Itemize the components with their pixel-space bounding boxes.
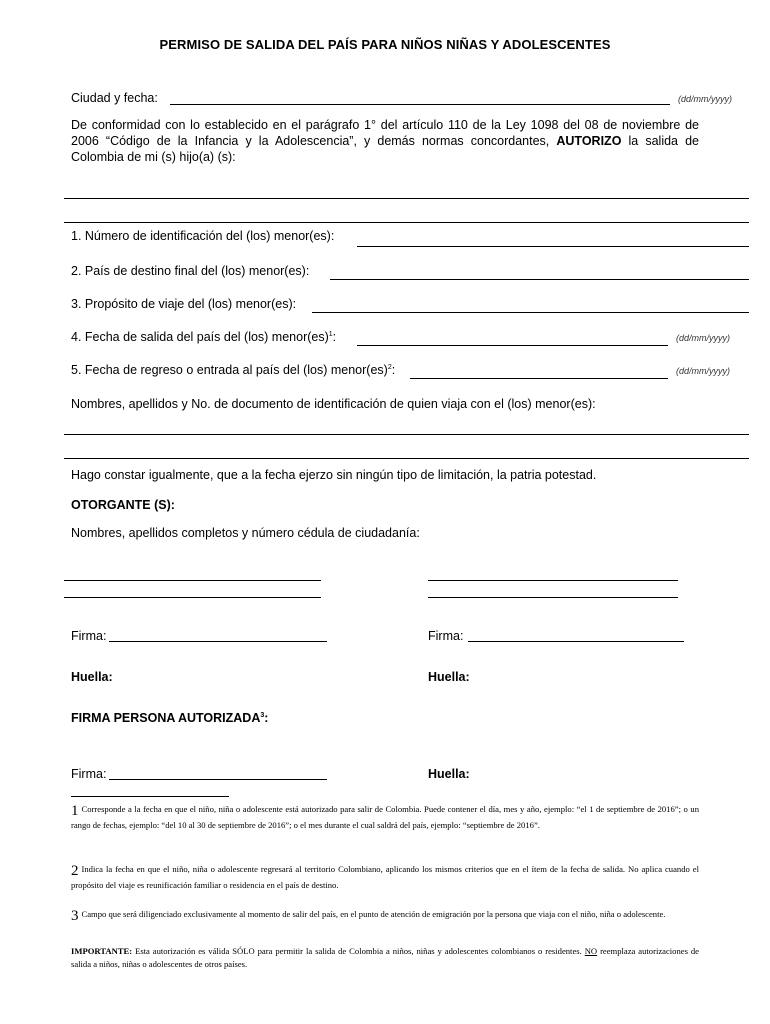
item-4-colon: :: [332, 330, 337, 344]
autorizada-heading: [71, 711, 268, 725]
footnote-2-number: 2: [71, 863, 79, 879]
footnote-1-number: 1: [71, 803, 79, 819]
intro-paragraph: [71, 117, 699, 165]
children-names-line-2[interactable]: [64, 222, 749, 223]
item-4-hint: (dd/mm/yyyy): [676, 333, 730, 343]
footnote-separator: [71, 796, 229, 797]
importante-text-post: reemplaza autorizaciones de salida a niños, niñas o adolescentes de otros países.: [71, 946, 699, 969]
otorgante-1-line-2[interactable]: [64, 597, 321, 598]
firma-autorizada-field[interactable]: [109, 779, 327, 780]
item-2-field[interactable]: [330, 279, 749, 280]
item-1-label: 1. Número de identificación del (los) menor(es):: [71, 229, 335, 243]
firma-1-label: Firma:: [71, 629, 107, 643]
item-5-label-wrap: [71, 363, 395, 377]
patria-potestad-text: Hago constar igualmente, que a la fecha ejerzo sin ningún tipo de limitación, la patria potestad.: [71, 468, 597, 482]
otorgante-1-line-1[interactable]: [64, 580, 321, 581]
item-5-label: 5. Fecha de regreso o entrada al país del (los) menor(es): [71, 363, 388, 377]
importante-note: [71, 945, 699, 971]
huella-2-label: Huella:: [428, 670, 470, 684]
footnote-3: [71, 907, 699, 923]
footnote-1: [71, 802, 699, 832]
importante-text-pre: Esta autorización es válida SÓLO para permitir la salida de Colombia a niños, niñas y adolescentes colombianos o residentes.: [132, 946, 585, 956]
otorgante-heading: OTORGANTE (S):: [71, 498, 175, 512]
footnote-3-number: 3: [71, 908, 79, 924]
otorgante-2-line-2[interactable]: [428, 597, 678, 598]
item-5-footnote-ref: 2: [387, 363, 392, 371]
footnote-2-text: Indica la fecha en que el niño, niña o adolescente regresará al territorio Colombiano, aplicando los mismos criterios que en el ítem de la fecha de salida. No aplica cuando el propósito del viaje es reunificación familiar o residencia en el país de destino.: [71, 864, 699, 890]
item-3-field[interactable]: [312, 312, 749, 313]
autorizada-footnote-ref: 3: [260, 711, 265, 719]
huella-autorizada-label: Huella:: [428, 767, 470, 781]
intro-text-post: la salida de Colombia de mi (s) hijo(a) (s):: [71, 134, 699, 164]
traveler-line-2[interactable]: [64, 458, 749, 459]
footnote-3-text: Campo que será diligenciado exclusivamente al momento de salir del país, en el punto de atención de emigración por la persona que viaja con el niño, niña o adolescente.: [81, 909, 666, 919]
ciudad-fecha-label: Ciudad y fecha:: [71, 91, 158, 105]
item-4-label: 4. Fecha de salida del país del (los) menor(es): [71, 330, 329, 344]
item-1-field[interactable]: [357, 246, 749, 247]
item-5-colon: :: [391, 363, 396, 377]
document-title: PERMISO DE SALIDA DEL PAÍS PARA NIÑOS NIÑAS Y ADOLESCENTES: [159, 37, 611, 52]
item-4-footnote-ref: 1: [328, 330, 333, 338]
firma-autorizada-label: Firma:: [71, 767, 107, 781]
item-2-label: 2. País de destino final del (los) menor(es):: [71, 264, 310, 278]
firma-2-label: Firma:: [428, 629, 464, 643]
ciudad-fecha-field[interactable]: [170, 104, 670, 105]
item-5-field[interactable]: [410, 378, 668, 379]
traveler-label: Nombres, apellidos y No. de documento de identificación de quien viaja con el (los) menor(es):: [71, 397, 596, 411]
otorgante-2-line-1[interactable]: [428, 580, 678, 581]
importante-label: IMPORTANTE:: [71, 946, 133, 956]
intro-text-pre: De conformidad con lo establecido en el parágrafo 1° del artículo 110 de la Ley 1098 del 08 de noviembre de 2006 “Código de la Infancia y la Adolescencia”, y demás normas concordantes,: [71, 118, 699, 148]
children-names-line-1[interactable]: [64, 198, 749, 199]
item-3-label: 3. Propósito de viaje del (los) menor(es):: [71, 297, 297, 311]
importante-no: NO: [584, 946, 598, 956]
footnote-1-text: Corresponde a la fecha en que el niño, niña o adolescente está autorizado para salir de Colombia. Puede contener el día, mes y año, ejemplo: “el 1 de septiembre de 2016”; o un rango de fechas, ejemplo: “del 10 al 30 de septiembre de 2016”; o el mes durante el cual saldrá del país, ejemplo: “septiembre de 2016”.: [71, 804, 699, 830]
firma-2-field[interactable]: [468, 641, 684, 642]
item-4-label-wrap: [71, 330, 336, 344]
firma-1-field[interactable]: [109, 641, 327, 642]
otorgante-label: Nombres, apellidos completos y número cédula de ciudadanía:: [71, 526, 420, 540]
item-5-hint: (dd/mm/yyyy): [676, 366, 730, 376]
ciudad-fecha-hint: (dd/mm/yyyy): [678, 94, 732, 104]
autorizada-colon: :: [264, 711, 269, 725]
traveler-line-1[interactable]: [64, 434, 749, 435]
intro-autorizo: AUTORIZO: [556, 134, 622, 148]
huella-1-label: Huella:: [71, 670, 113, 684]
autorizada-heading-text: FIRMA PERSONA AUTORIZADA: [71, 711, 261, 725]
item-4-field[interactable]: [357, 345, 668, 346]
footnote-2: [71, 862, 699, 892]
